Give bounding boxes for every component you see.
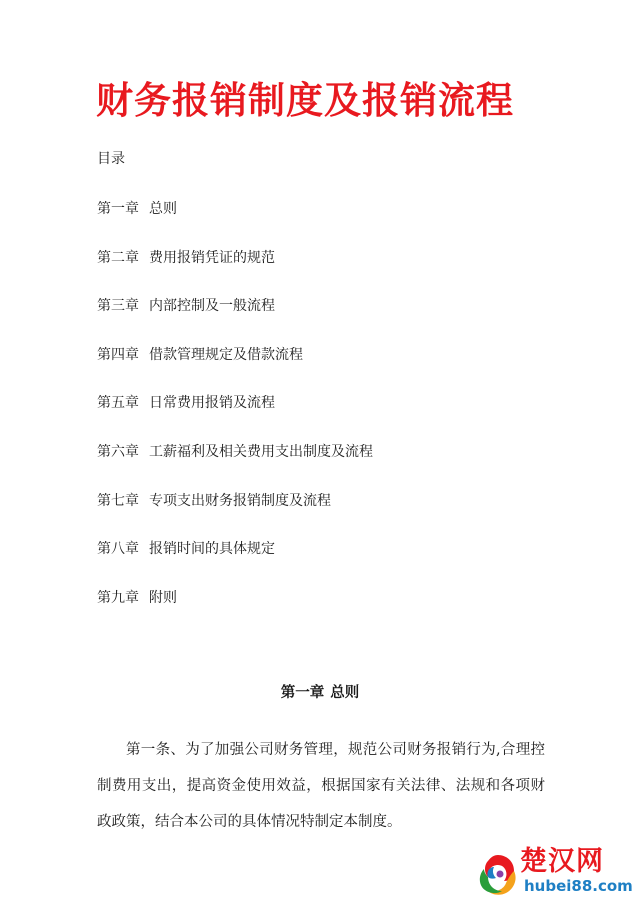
chapter-heading — [0, 683, 640, 703]
toc-item[interactable] — [97, 296, 373, 345]
toc-chapter-title: 附则 — [149, 589, 177, 606]
toc-chapter-number: 第五章 — [97, 395, 139, 412]
toc-chapter-number: 第三章 — [97, 298, 139, 315]
toc-item[interactable] — [97, 199, 373, 248]
site-url: hubei88.com — [524, 877, 633, 895]
toc-item[interactable] — [97, 539, 373, 588]
toc-chapter-title: 总则 — [149, 201, 177, 217]
toc-chapter-title: 日常费用报销及流程 — [149, 395, 275, 412]
toc-item[interactable] — [97, 248, 373, 297]
toc-item[interactable] — [97, 491, 373, 540]
site-name: 楚汉网 — [520, 846, 604, 877]
toc-heading: 目录 — [97, 151, 125, 167]
toc-chapter-title: 工薪福利及相关费用支出制度及流程 — [149, 443, 373, 460]
document-title: 财务报销制度及报销流程 — [96, 78, 514, 122]
toc-chapter-number: 第八章 — [97, 541, 139, 558]
toc-chapter-number: 第七章 — [97, 492, 139, 509]
toc-chapter-title: 费用报销凭证的规范 — [149, 249, 275, 266]
article-paragraph: 第一条、为了加强公司财务管理，规范公司财务报销行为,合理控制费用支出，提高资金使用效益，根据国家有关法律、法规和各项财政政策，结合本公司的具体情况特制定本制度。 — [97, 742, 545, 830]
toc-chapter-number: 第六章 — [97, 443, 139, 460]
table-of-contents — [97, 199, 373, 636]
toc-chapter-title: 借款管理规定及借款流程 — [149, 346, 303, 363]
toc-chapter-number: 第四章 — [97, 346, 139, 363]
toc-chapter-number: 第一章 — [97, 201, 139, 217]
chapter-title: 总则 — [330, 684, 360, 701]
colorful-swirl-logo-icon — [476, 851, 520, 897]
toc-chapter-number: 第二章 — [97, 249, 139, 266]
toc-item[interactable] — [97, 588, 373, 637]
chapter-number: 第一章 — [280, 684, 325, 701]
toc-chapter-number: 第九章 — [97, 589, 139, 606]
toc-chapter-title: 内部控制及一般流程 — [149, 298, 275, 315]
toc-chapter-title: 专项支出财务报销制度及流程 — [149, 492, 331, 509]
site-watermark[interactable] — [476, 847, 636, 899]
toc-item[interactable] — [97, 442, 373, 491]
toc-item[interactable] — [97, 345, 373, 394]
toc-chapter-title: 报销时间的具体规定 — [149, 541, 275, 558]
toc-item[interactable] — [97, 393, 373, 442]
